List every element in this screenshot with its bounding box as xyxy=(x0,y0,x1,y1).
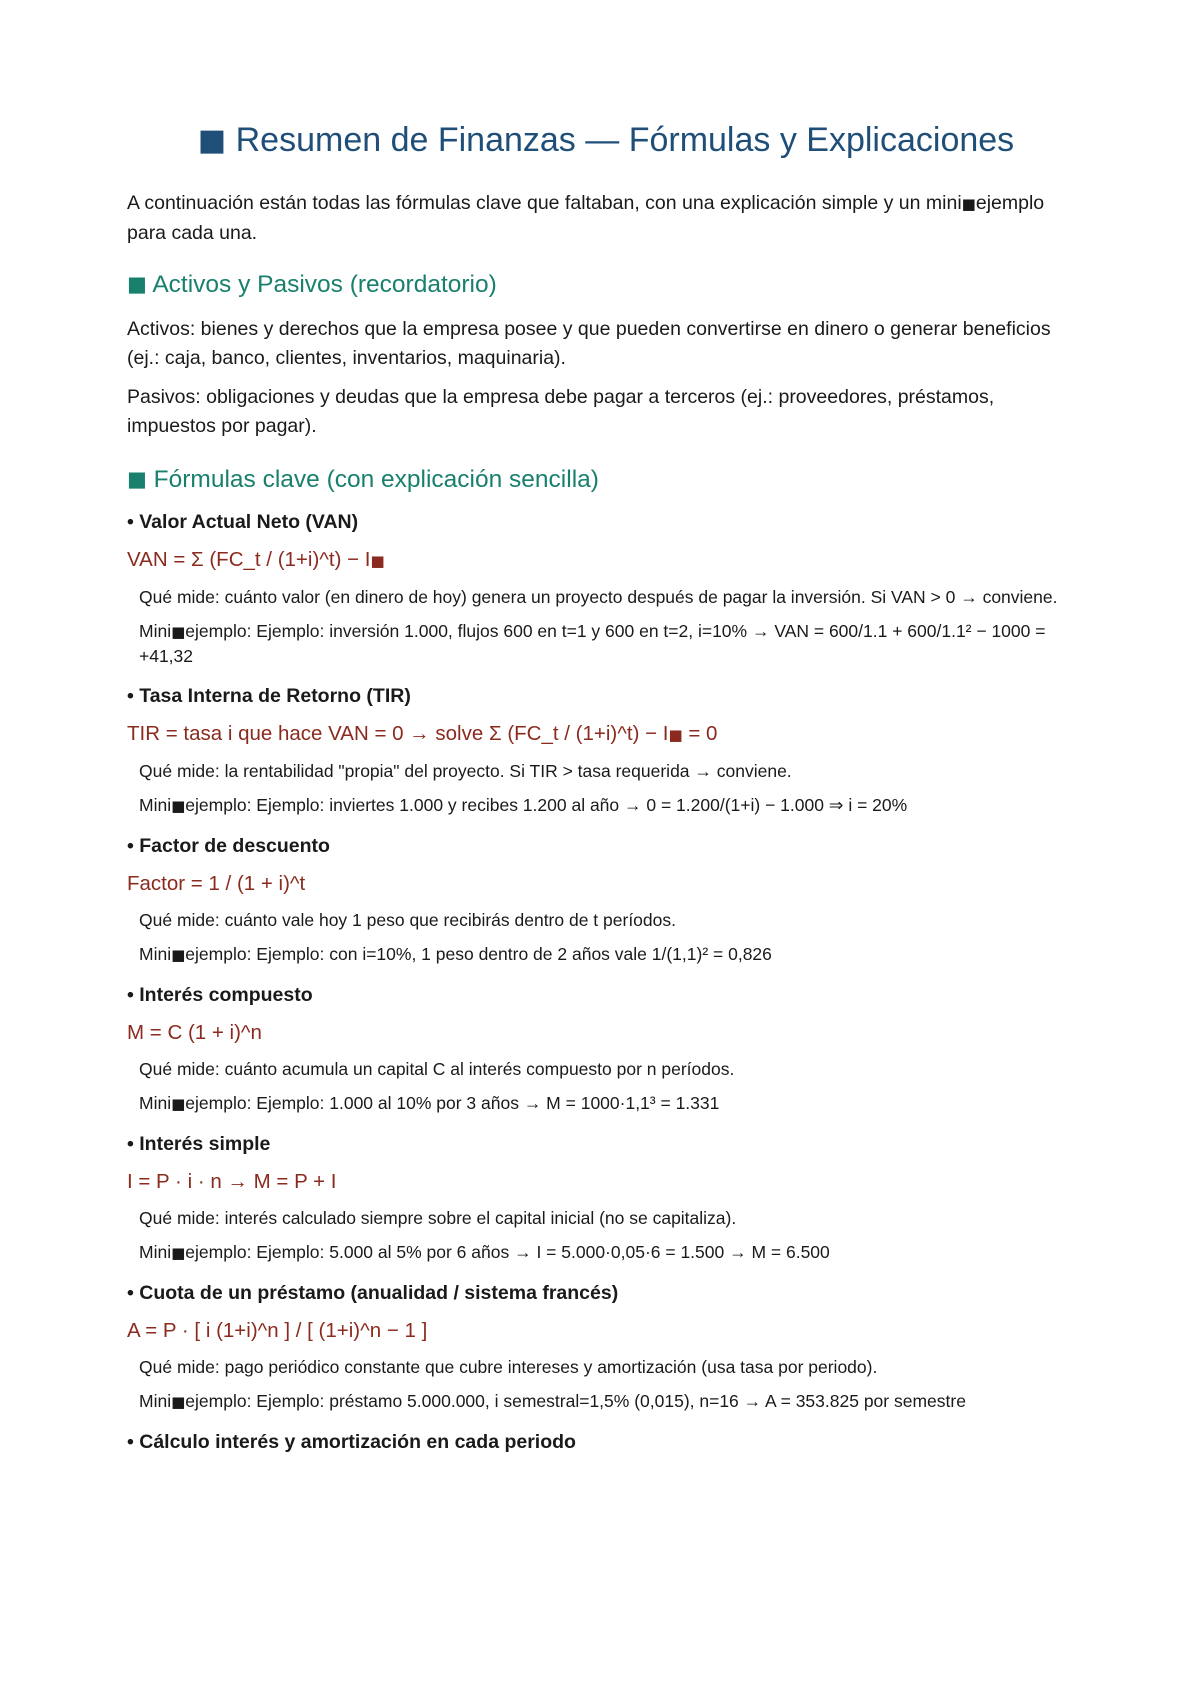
formula-item-interes-amortizacion xyxy=(127,1428,1087,1456)
document-title-text: Resumen de Finanzas — Fórmulas y Explicaciones xyxy=(235,121,1015,159)
example-text: ejemplo: Ejemplo: inviertes 1.000 y recibes 1.200 al año → 0 = 1.200/(1+i) − 1.000 ⇒ i = 20% xyxy=(185,795,908,815)
formula-item-factor-descuento xyxy=(127,832,1087,967)
formula-item-title: • Tasa Interna de Retorno (TIR) xyxy=(127,685,411,707)
formula-description: Qué mide: la rentabilidad "propia" del proyecto. Si TIR > tasa requerida → conviene. xyxy=(139,761,792,781)
square-bullet-icon: ■ xyxy=(127,467,147,491)
square-glyph-icon: ■ xyxy=(171,797,186,815)
square-glyph-icon: ■ xyxy=(370,552,385,570)
formula-description: Qué mide: pago periódico constante que cubre intereses y amortización (usa tasa por periodo). xyxy=(139,1357,878,1377)
square-glyph-icon: ■ xyxy=(171,1393,186,1411)
formula-example xyxy=(139,942,1087,967)
mini-prefix: Mini xyxy=(139,1093,172,1113)
intro-paragraph xyxy=(127,189,1087,248)
formula-description: Qué mide: interés calculado siempre sobre el capital inicial (no se capitaliza). xyxy=(139,1208,737,1228)
example-text: ejemplo: Ejemplo: inversión 1.000, flujos 600 en t=1 y 600 en t=2, i=10% → VAN = 600/1.1 + 600/1.1² − 1000 = +41,32 xyxy=(139,621,1046,666)
formula-text: TIR = tasa i que hace VAN = 0 → solve Σ (FC_t / (1+i)^t) − I xyxy=(127,722,669,745)
mini-prefix: Mini xyxy=(139,944,172,964)
intro-text-start: A continuación están todas las fórmulas clave que faltaban, con una explicación simple y un mini xyxy=(127,192,962,214)
square-bullet-icon: ■ xyxy=(127,272,147,296)
formula-expression: Factor = 1 / (1 + i)^t xyxy=(127,872,306,895)
pasivos-paragraph: Pasivos: obligaciones y deudas que la empresa debe pagar a terceros (ej.: proveedores, préstamos, impuestos por pagar). xyxy=(127,386,995,437)
formula-item-interes-compuesto xyxy=(127,981,1087,1116)
formula-expression xyxy=(127,720,1087,749)
activos-paragraph: Activos: bienes y derechos que la empresa posee y que pueden convertirse en dinero o generar beneficios (ej.: caja, banco, clientes, inventarios, maquinaria). xyxy=(127,318,1051,369)
formula-item-tir xyxy=(127,682,1087,818)
square-glyph-icon: ■ xyxy=(668,726,683,744)
formula-tail: = 0 xyxy=(682,722,718,745)
document-title xyxy=(125,118,1087,163)
square-glyph-icon: ■ xyxy=(171,623,186,641)
square-bullet-icon: ■ xyxy=(197,123,227,158)
formula-item-title: • Cálculo interés y amortización en cada periodo xyxy=(127,1431,576,1453)
formula-example xyxy=(139,793,1087,818)
section-heading-text: Activos y Pasivos (recordatorio) xyxy=(152,271,497,298)
example-text: ejemplo: Ejemplo: con i=10%, 1 peso dentro de 2 años vale 1/(1,1)² = 0,826 xyxy=(185,944,772,964)
example-text: ejemplo: Ejemplo: préstamo 5.000.000, i semestral=1,5% (0,015), n=16 → A = 353.825 por semestre xyxy=(185,1391,966,1411)
mini-prefix: Mini xyxy=(139,795,172,815)
section-heading-text: Fórmulas clave (con explicación sencilla) xyxy=(153,466,599,493)
square-glyph-icon: ■ xyxy=(171,1095,186,1113)
formula-example xyxy=(139,1389,1087,1414)
square-glyph-icon: ■ xyxy=(961,195,976,213)
formula-description: Qué mide: cuánto vale hoy 1 peso que recibirás dentro de t períodos. xyxy=(139,910,676,930)
formula-expression: I = P · i · n → M = P + I xyxy=(127,1170,337,1193)
intro-text-end: ejemplo para cada una. xyxy=(127,192,1045,244)
example-text: ejemplo: Ejemplo: 5.000 al 5% por 6 años → I = 5.000·0,05·6 = 1.500 → M = 6.500 xyxy=(185,1242,830,1262)
formula-item-title: • Valor Actual Neto (VAN) xyxy=(127,511,359,533)
formula-item-title: • Interés simple xyxy=(127,1133,271,1155)
formula-description: Qué mide: cuánto acumula un capital C al interés compuesto por n períodos. xyxy=(139,1059,735,1079)
mini-prefix: Mini xyxy=(139,1242,172,1262)
document-page xyxy=(127,118,1087,1456)
formula-example xyxy=(139,619,1087,668)
formula-item-cuota-prestamo xyxy=(127,1279,1087,1414)
section-heading-activos xyxy=(127,268,1087,301)
formula-expression xyxy=(127,546,1087,575)
formula-text: VAN = Σ (FC_t / (1+i)^t) − I xyxy=(127,548,371,571)
formula-item-interes-simple xyxy=(127,1130,1087,1265)
formula-item-title: • Interés compuesto xyxy=(127,984,313,1006)
formula-description: Qué mide: cuánto valor (en dinero de hoy) genera un proyecto después de pagar la inversión. Si VAN > 0 → conviene. xyxy=(139,587,1058,607)
square-glyph-icon: ■ xyxy=(171,946,186,964)
example-text: ejemplo: Ejemplo: 1.000 al 10% por 3 años → M = 1000·1,1³ = 1.331 xyxy=(185,1093,720,1113)
mini-prefix: Mini xyxy=(139,621,172,641)
square-glyph-icon: ■ xyxy=(171,1244,186,1262)
formula-example xyxy=(139,1091,1087,1116)
formula-item-title: • Cuota de un préstamo (anualidad / sistema francés) xyxy=(127,1282,619,1304)
formula-item-title: • Factor de descuento xyxy=(127,835,330,857)
formula-expression: A = P · [ i (1+i)^n ] / [ (1+i)^n − 1 ] xyxy=(127,1319,428,1342)
formula-item-van xyxy=(127,508,1087,668)
formula-expression: M = C (1 + i)^n xyxy=(127,1021,262,1044)
formula-example xyxy=(139,1240,1087,1265)
mini-prefix: Mini xyxy=(139,1391,172,1411)
section-heading-formulas xyxy=(127,463,1087,496)
